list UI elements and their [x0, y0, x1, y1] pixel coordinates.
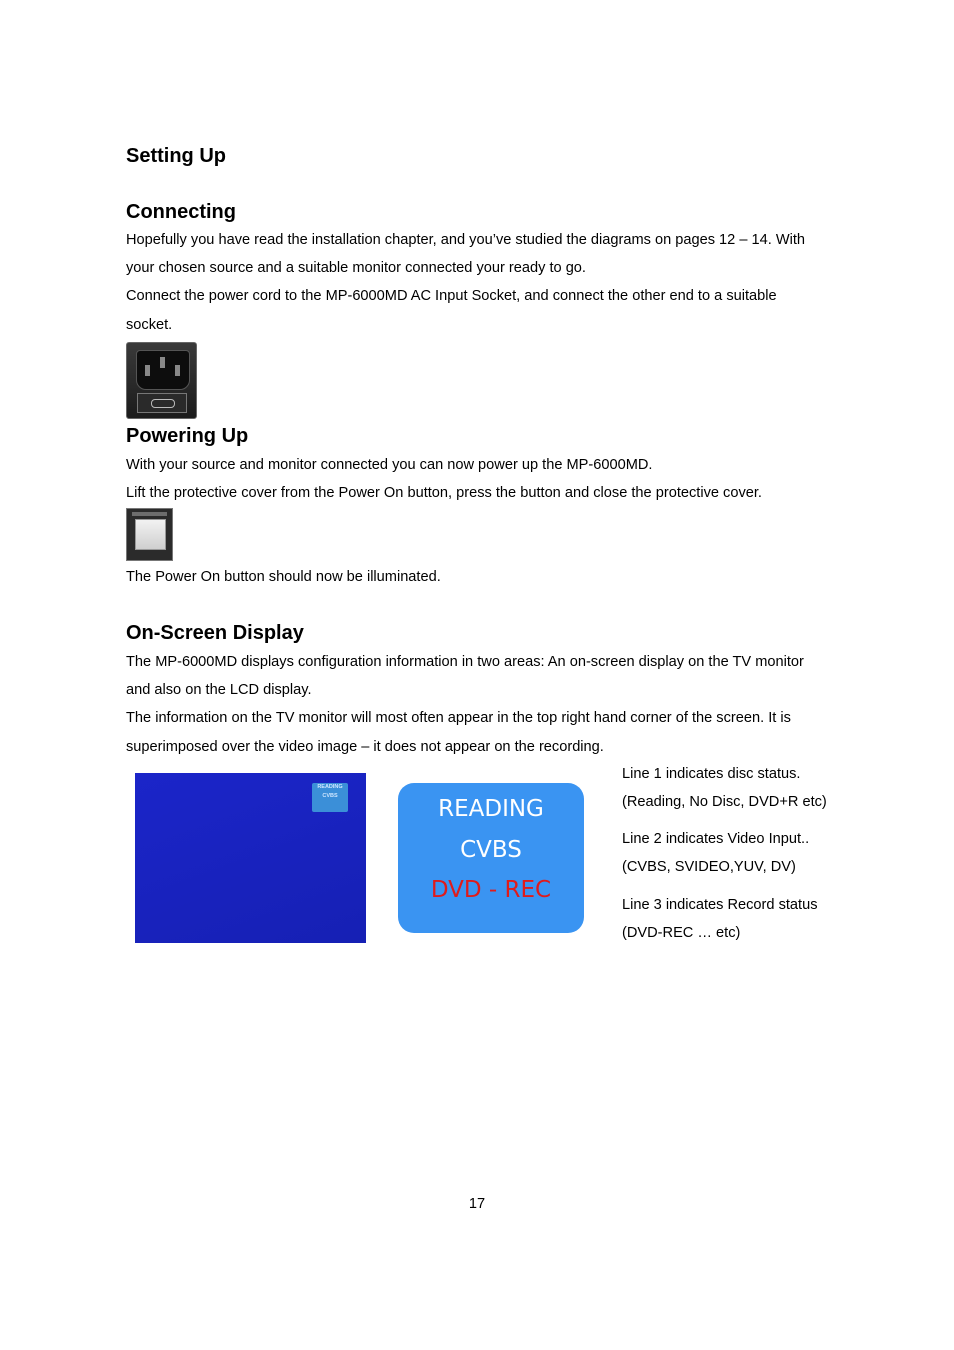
heading-setting-up: Setting Up — [126, 145, 226, 167]
protective-cover-hinge — [132, 512, 167, 516]
connecting-line-3: Connect the power cord to the MP-6000MD AC Input Socket, and connect the other end to a suitable — [126, 288, 777, 305]
osd-video-input: CVBS — [460, 837, 522, 863]
powering-up-line-2: Lift the protective cover from the Power On button, press the button and close the protective cover. — [126, 485, 762, 502]
osd-line-3: The information on the TV monitor will most often appear in the top right hand corner of the screen. It is — [126, 710, 791, 727]
heading-connecting: Connecting — [126, 201, 236, 223]
osd-disc-status: READING — [438, 796, 544, 822]
power-button-face — [135, 519, 166, 550]
osd-record-status: DVD - REC — [430, 877, 552, 903]
osd-line-1: The MP-6000MD displays configuration information in two areas: An on-screen display on the TV monitor — [126, 654, 804, 670]
socket-pin — [145, 365, 150, 376]
tv-monitor-screenshot — [135, 773, 366, 943]
powering-up-paragraph — [126, 451, 866, 507]
osd-paragraph — [126, 648, 866, 761]
connecting-line-4: socket. — [126, 316, 173, 333]
powering-up-line-1: With your source and monitor connected you can now power up the MP-6000MD. — [126, 457, 653, 473]
legend-line-3-detail: (DVD-REC … etc) — [622, 925, 741, 942]
page-number: 17 — [468, 1196, 486, 1212]
osd-legend-line-3 — [622, 891, 922, 947]
heading-powering-up: Powering Up — [126, 425, 249, 447]
heading-on-screen-display: On-Screen Display — [126, 622, 304, 644]
legend-line-1-detail: (Reading, No Disc, DVD+R etc) — [622, 794, 827, 811]
socket-pin — [175, 365, 180, 376]
osd-legend-line-2 — [622, 825, 922, 881]
socket-fuse-holder — [137, 393, 187, 413]
connecting-line-2: your chosen source and a suitable monitor connected your ready to go. — [126, 260, 586, 277]
socket-pin — [160, 357, 165, 368]
legend-line-1-title: Line 1 indicates disc status. — [622, 766, 801, 782]
connecting-line-1: Hopefully you have read the installation chapter, and you’ve studied the diagrams on pages 12 – 14. With — [126, 232, 806, 248]
osd-zoom-display — [398, 783, 584, 933]
legend-line-3-title: Line 3 indicates Record status — [622, 897, 818, 913]
legend-line-2-detail: (CVBS, SVIDEO,YUV, DV) — [622, 859, 796, 876]
legend-line-2-title: Line 2 indicates Video Input.. — [622, 831, 810, 847]
osd-legend-line-1 — [622, 760, 922, 816]
tv-osd-overlay — [312, 783, 348, 812]
powering-up-result — [126, 563, 866, 591]
osd-line-4: superimposed over the video image – it does not appear on the recording. — [126, 738, 604, 755]
socket-inlet — [136, 350, 190, 390]
powering-up-line-3: The Power On button should now be illuminated. — [126, 569, 441, 585]
connecting-paragraph — [126, 226, 866, 339]
tv-osd-line-2: CVBS — [322, 793, 338, 799]
ac-input-socket-image — [126, 342, 197, 419]
tv-osd-line-1: READING — [317, 784, 343, 790]
power-on-button-image — [126, 508, 173, 561]
osd-line-2: and also on the LCD display. — [126, 682, 312, 699]
